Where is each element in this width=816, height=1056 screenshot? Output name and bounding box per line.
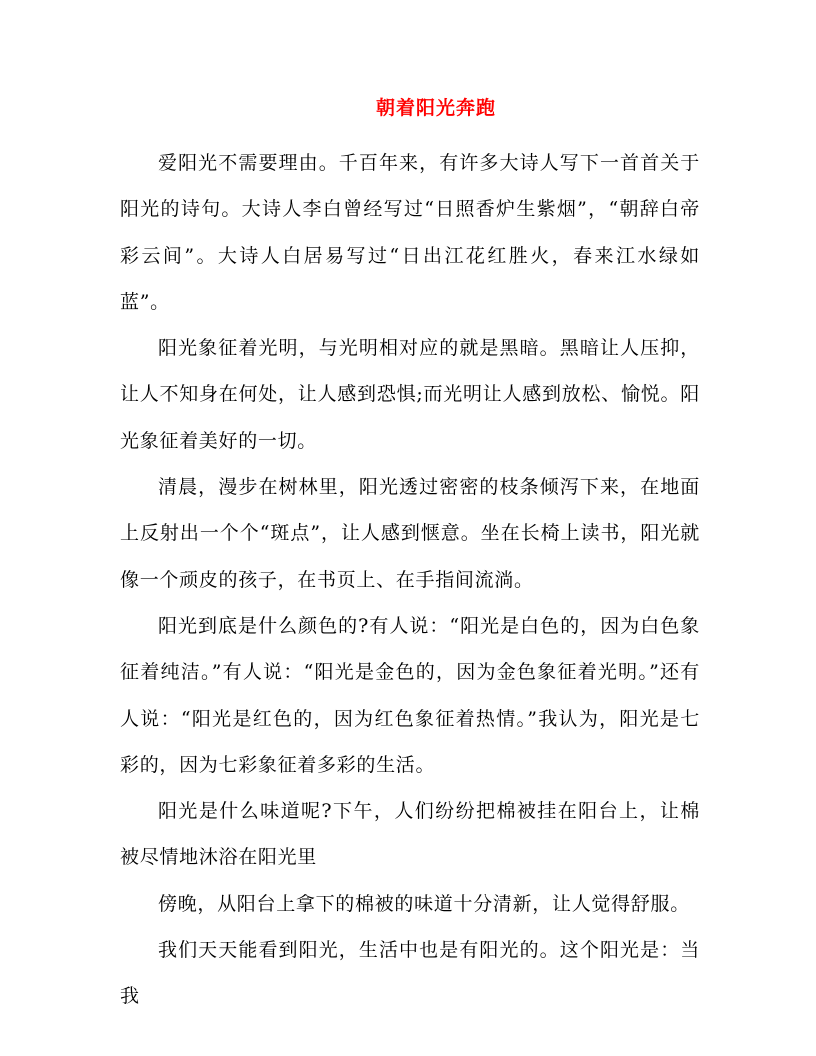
paragraph-6: 傍晚，从阳台上拿下的棉被的味道十分清新，让人觉得舒服。 bbox=[158, 892, 690, 915]
paragraph-1: 爱阳光不需要理由。千百年来，有许多大诗人写下一首首关于阳光的诗句。大诗人李白曾经写过“日照香炉生紫烟”，“朝辞白帝彩云间”。大诗人白居易写过“日出江花红胜火，春来江水绿如蓝”。 bbox=[120, 152, 700, 313]
page-title: 朝着阳光奔跑 bbox=[375, 97, 496, 119]
article-body bbox=[120, 140, 700, 1020]
paragraph-2: 阳光象征着光明，与光明相对应的就是黑暗。黑暗让人压抑，让人不知身在何处，让人感到恐惧;而光明让人感到放松、愉悦。阳光象征着美好的一切。 bbox=[120, 337, 700, 452]
paragraph-4: 阳光到底是什么颜色的?有人说：“阳光是白色的，因为白色象征着纯洁。”有人说：“阳光是金色的，因为金色象征着光明。”还有人说：“阳光是红色的，因为红色象征着热情。”我认为，阳光是七彩的，因为七彩象征着多彩的生活。 bbox=[120, 614, 700, 776]
paragraph-5: 阳光是什么味道呢?下午，人们纷纷把棉被挂在阳台上，让棉被尽情地沐浴在阳光里 bbox=[120, 800, 700, 869]
paragraph-3: 清晨，漫步在树林里，阳光透过密密的枝条倾泻下来，在地面上反射出一个个“斑点”，让人感到惬意。坐在长椅上读书，阳光就像一个顽皮的孩子，在书页上、在手指间流淌。 bbox=[120, 476, 700, 591]
paragraph-7: 我们天天能看到阳光，生活中也是有阳光的。这个阳光是：当我 bbox=[120, 939, 700, 1008]
